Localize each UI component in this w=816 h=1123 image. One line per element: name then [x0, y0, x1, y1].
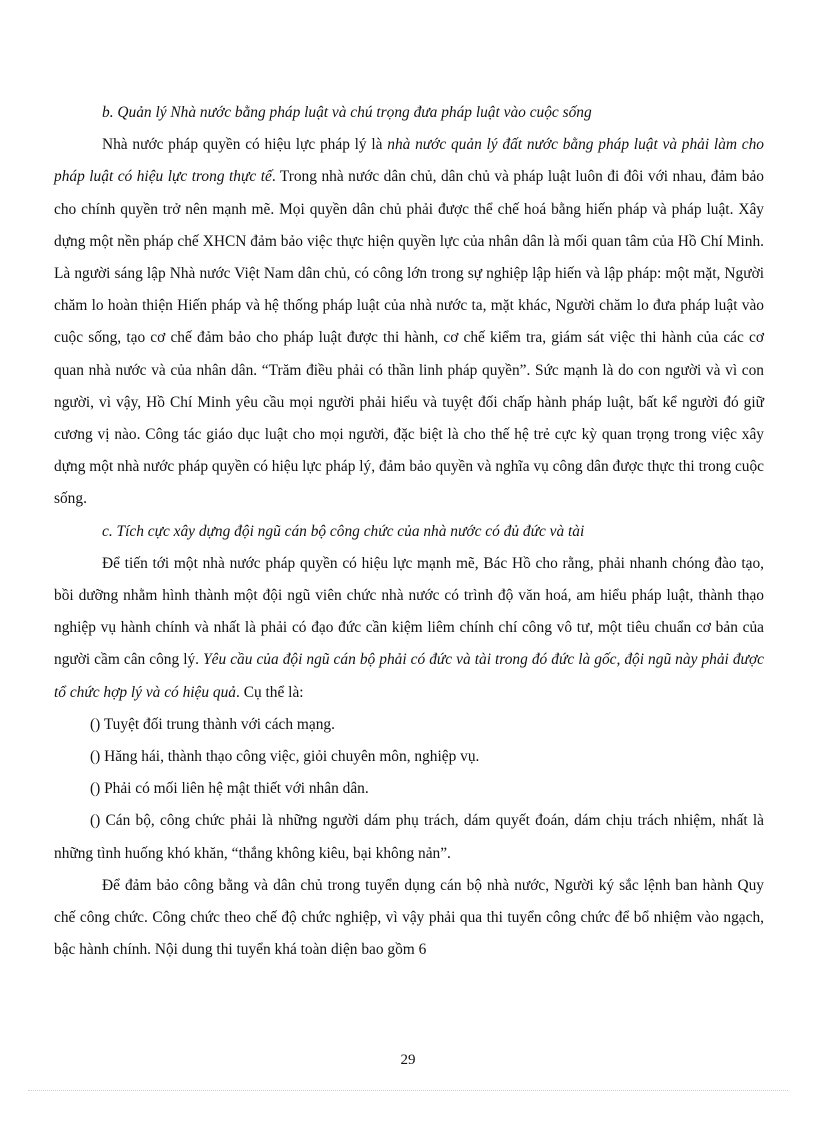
paragraph-recruitment: Để đảm bảo công bằng và dân chủ trong tuyển dụng cán bộ nhà nước, Người ký sắc lệnh ban hành Quy chế công chức. Công chức theo chế độ chức nghiệp, vì vậy phải qua thi tuyển công chức để bổ nhiệm vào ngạch, bậc hành chính. Nội dung thi tuyển khá toàn diện bao gồm 6	[54, 876, 764, 959]
paragraph-lead: Nhà nước pháp quyền có hiệu lực pháp lý là	[102, 136, 388, 154]
page-number: 29	[400, 1052, 416, 1068]
paragraph-rule-of-law	[54, 129, 764, 515]
list-item: () Hăng hái, thành thạo công việc, giỏi chuyên môn, nghiệp vụ.	[90, 748, 480, 766]
paragraph-emphasis: nhà nước quản lý đất nước bằng pháp luật và phải làm cho pháp luật có hiệu lực trong thực tế	[54, 136, 764, 186]
section-heading-b: b. Quản lý Nhà nước bằng pháp luật và chú trọng đưa pháp luật vào cuộc sống	[102, 104, 592, 121]
paragraph-rest: . Cụ thể là:	[236, 683, 304, 701]
paragraph-civil-servants	[54, 548, 764, 709]
paragraph-lead: Để tiến tới một nhà nước pháp quyền có hiệu lực mạnh mẽ, Bác Hồ cho rằng, phải nhanh chóng đào tạo, bồi dưỡng nhằm hình thành một đội ngũ viên chức nhà nước có trình độ văn hoá, am hiểu pháp luật, thành thạo nghiệp vụ hành chính và nhất là phải có đạo đức cần kiệm liêm chính chí công vô tư, một tiêu chuẩn cơ bản của người cầm cân công lý.	[54, 554, 764, 669]
document-body	[54, 97, 764, 966]
paragraph-emphasis: Yêu cầu của đội ngũ cán bộ phải có đức và tài trong đó đức là gốc, đội ngũ này phải được tổ chức hợp lý và có hiệu quả	[54, 651, 764, 701]
section-heading-c: c. Tích cực xây dựng đội ngũ cán bộ công chức của nhà nước có đủ đức và tài	[102, 522, 585, 540]
paragraph-rest: . Trong nhà nước dân chủ, dân chủ và pháp luật luôn đi đôi với nhau, đảm bảo cho chính quyền trở nên mạnh mẽ. Mọi quyền dân chủ phải được thể chế hoá bằng hiến pháp và pháp luật. Xây dựng một nền pháp chế XHCN đảm bảo việc thực hiện quyền lực của nhân dân là mối quan tâm của Hồ Chí Minh. Là người sáng lập Nhà nước Việt Nam dân chủ, có công lớn trong sự nghiệp lập hiến và lập pháp: một mặt, Người chăm lo hoàn thiện Hiến pháp và hệ thống pháp luật của nhà nước ta, mặt khác, Người chăm lo đưa pháp luật vào cuộc sống, tạo cơ chế đảm bảo cho pháp luật được thi hành, cơ chế kiểm tra, giám sát việc thi hành của các cơ quan nhà nước và của nhân dân. “Trăm điều phải có thần linh pháp quyền”. Sức mạnh là do con người và vì con người, vì vậy, Hồ Chí Minh yêu cầu mọi người phải hiểu và tuyệt đối chấp hành pháp luật, bất kể người đó giữ cương vị nào. Công tác giáo dục luật cho mọi người, đặc biệt là cho thế hệ trẻ cực kỳ quan trọng trong việc xây dựng một nhà nước pháp quyền có hiệu lực pháp lý, đảm bảo quyền và nghĩa vụ công dân được thực thi trong cuộc sống.	[54, 168, 764, 508]
footer-divider	[28, 1090, 788, 1091]
list-item: () Cán bộ, công chức phải là những người dám phụ trách, dám quyết đoán, dám chịu trách nhiệm, nhất là những tình huống khó khăn, “thắng không kiêu, bại không nản”.	[54, 812, 764, 862]
list-item: () Tuyệt đối trung thành với cách mạng.	[90, 715, 335, 733]
list-item: () Phải có mối liên hệ mật thiết với nhân dân.	[90, 780, 369, 798]
